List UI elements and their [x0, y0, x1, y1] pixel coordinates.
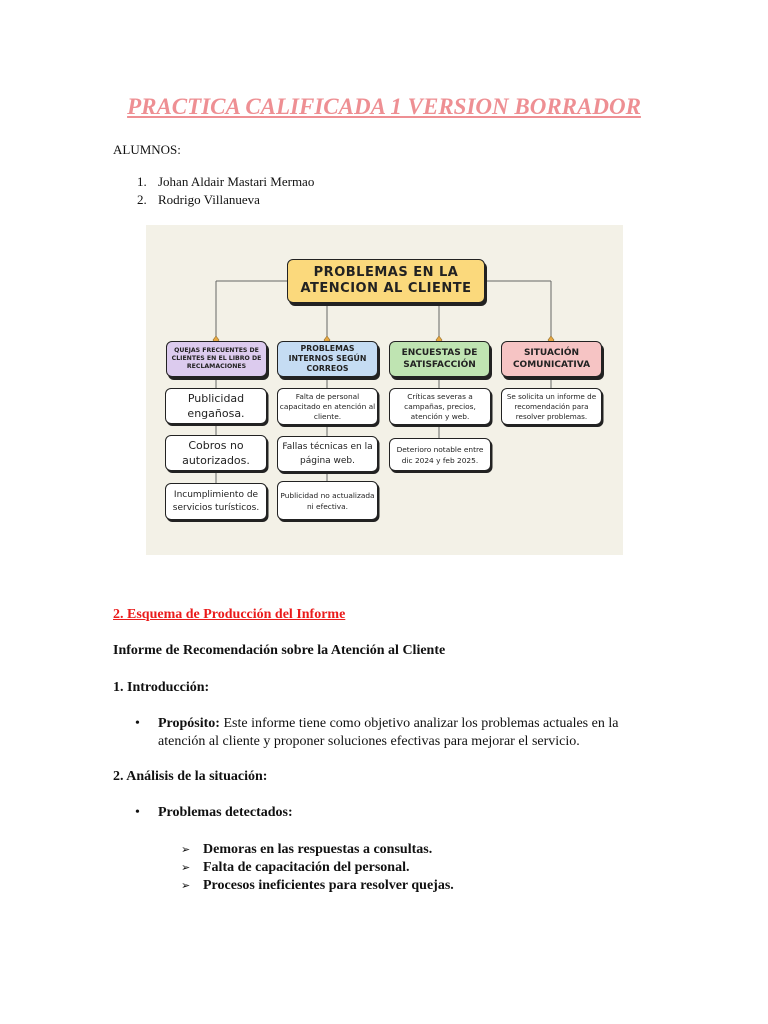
problem-text: Falta de capacitación del personal.	[203, 860, 410, 875]
list-item	[181, 841, 454, 859]
diagram-item-falta-personal: Falta de personal capacitado en atención al cliente.	[277, 388, 378, 425]
diagram-item-incumplimiento: Incumplimiento de servicios turísticos.	[165, 483, 267, 520]
problems-list	[181, 841, 454, 895]
category-problemas-internos: PROBLEMAS INTERNOS SEGÚN CORREOS	[277, 341, 378, 377]
student-name: Johan Aldair Mastari Mermao	[158, 174, 315, 189]
student-name: Rodrigo Villanueva	[158, 192, 260, 207]
document-title: PRACTICA CALIFICADA 1 VERSION BORRADOR	[127, 94, 641, 119]
list-item	[137, 173, 314, 191]
list-item	[181, 877, 454, 895]
diagram-item-deterioro: Deterioro notable entre dic 2024 y feb 2025.	[389, 438, 491, 471]
alumnos-label: ALUMNOS:	[113, 142, 181, 157]
bullet-icon: •	[135, 716, 140, 731]
diagram-main-title: PROBLEMAS EN LA ATENCION AL CLIENTE	[287, 259, 485, 303]
students-list	[137, 173, 314, 209]
bullet-icon: •	[135, 805, 140, 820]
problems-bullet	[135, 805, 293, 821]
list-number: 1.	[137, 174, 147, 189]
problem-text: Demoras en las respuestas a consultas.	[203, 842, 433, 857]
diagram-item-publicidad: Publicidad engañosa.	[165, 388, 267, 424]
list-item	[137, 191, 314, 209]
report-title: Informe de Recomendación sobre la Atención al Cliente	[113, 643, 446, 658]
diagram-item-criticas: Críticas severas a campañas, precios, atención y web.	[389, 388, 491, 425]
category-encuestas: ENCUESTAS DE SATISFACCIÓN	[389, 341, 490, 377]
category-quejas: QUEJAS FRECUENTES DE CLIENTES EN EL LIBRO DE RECLAMACIONES	[166, 341, 267, 377]
arrow-bullet-icon: ➢	[181, 862, 191, 874]
analysis-heading: 2. Análisis de la situación:	[113, 769, 268, 784]
list-item	[181, 859, 454, 877]
diagram-item-fallas-tecnicas: Fallas técnicas en la página web.	[277, 436, 378, 472]
arrow-bullet-icon: ➢	[181, 844, 191, 856]
proposito-label: Propósito:	[158, 716, 220, 731]
diagram-item-cobros: Cobros no autorizados.	[165, 435, 267, 471]
list-number: 2.	[137, 192, 147, 207]
diagram-item-informe: Se solicita un informe de recomendación para resolver problemas.	[501, 388, 602, 425]
intro-heading: 1. Introducción:	[113, 680, 210, 695]
diagram-item-publicidad-no-actualizada: Publicidad no actualizada ni efectiva.	[277, 481, 378, 520]
category-situacion: SITUACIÓN COMUNICATIVA	[501, 341, 602, 377]
proposito-bullet	[135, 715, 665, 751]
problem-text: Procesos ineficientes para resolver quejas.	[203, 878, 454, 893]
concept-map	[146, 225, 623, 555]
section-heading: 2. Esquema de Producción del Informe	[113, 607, 346, 622]
proposito-text: Este informe tiene como objetivo analizar los problemas actuales en la atención al cliente y proponer soluciones efectivas para mejorar el servicio.	[158, 716, 619, 749]
arrow-bullet-icon: ➢	[181, 880, 191, 892]
problems-label: Problemas detectados:	[158, 805, 293, 820]
